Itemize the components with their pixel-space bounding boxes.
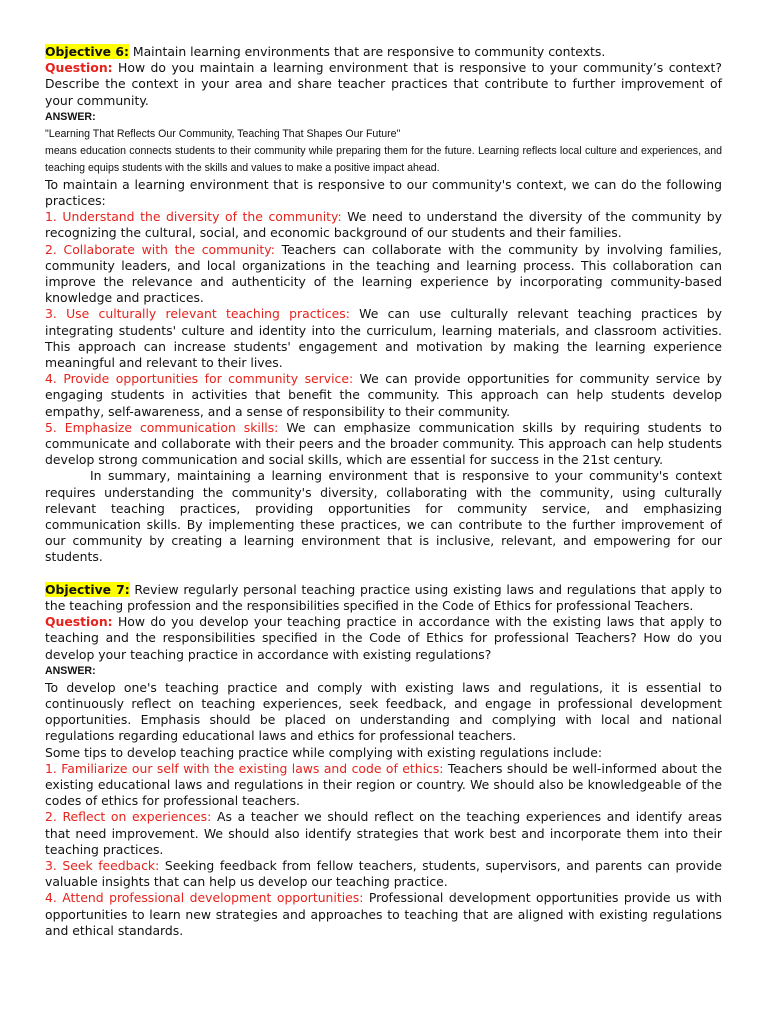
list-item [45,858,722,890]
list-item-text: We need to understand the diversity of the community by recognizing the cultural, social, and economic background of our students and their families. [45,209,722,241]
answer-label: ANSWER: [45,110,96,123]
list-item-text: As a teacher we should reflect on the teaching experiences and identify areas that need improvement. We should also identify strategies that work best and incorporate them into their teaching practices. [45,809,723,857]
section-spacer [45,566,722,582]
objective-6-intro: To maintain a learning environment that is responsive to our community's context, we can do the following practices: [45,176,722,209]
list-item-label: 4. Attend professional development opportunities: [45,890,364,906]
objective-7 [45,582,722,614]
question-label: Question: [45,60,113,76]
list-item-label: 3. Seek feedback: [45,857,160,873]
objective-6 [45,44,722,60]
list-item-text: Professional development opportunities provide us with opportunities to learn new strategies and approaches to teaching that are aligned with existing regulations and ethical standards. [45,890,722,938]
objective-7-question [45,614,722,663]
objective-7-label: Objective 7: [45,581,130,597]
question-text: How do you maintain a learning environment that is responsive to your community’s context? Describe the context in your area and share teacher practices that contribute to further improvement of your community. [45,60,722,108]
answer-quote: "Learning That Reflects Our Community, Teaching That Shapes Our Future" [45,127,401,140]
list-item [45,420,722,469]
list-item [45,306,722,371]
objective-6-text: Maintain learning environments that are responsive to community contexts. [128,44,606,59]
question-text: How do you develop your teaching practice in accordance with the existing laws that apply to teaching and the responsibilities specified in the Code of Ethics for professional Teachers? How do you develop your teaching practice in accordance with existing regulations? [45,614,722,662]
question-label: Question: [45,614,113,630]
list-item [45,809,722,858]
list-item-text: We can provide opportunities for community service by engaging students in activities that benefit the community. This approach can help students develop empathy, self-awareness, and a sense of responsibility to their community. [45,371,722,419]
list-item-text: We can emphasize communication skills by requiring students to communicate and collaborate with their peers and the broader community. This approach can help students develop strong communication and social skills, which are essential for success in the 21st century. [45,419,722,468]
objective-7-tips-intro: Some tips to develop teaching practice while complying with existing regulations include: [45,744,603,760]
list-item [45,761,722,810]
list-item-text: Teachers should be well-informed about the existing educational laws and regulations in their region or country. We should also be knowledgeable of the codes of ethics for professional teachers. [45,760,722,809]
list-item [45,371,722,420]
list-item-label: 5. Emphasize communication skills: [45,419,279,435]
objective-7-intro: To develop one's teaching practice and comply with existing laws and regulations, it is essential to continuously reflect on teaching experiences, seek feedback, and engage in professional development opportunities. Emphasis should be placed on understanding and complying with local and national regulations regarding educational laws and ethics for professional teachers. [45,679,722,744]
list-item [45,890,722,939]
objective-6-label: Objective 6: [45,44,129,59]
list-item-text: Teachers can collaborate with the community by involving families, community leaders, and local organizations in the teaching and learning process. This collaboration can improve the relevance and authenticity of the learning experience by incorporating community-based knowledge and practices. [45,241,722,306]
list-item [45,242,722,307]
list-item-label: 3. Use culturally relevant teaching practices: [45,306,350,322]
objective-7-text: Review regularly personal teaching practice using existing laws and regulations that apply to the teaching profession and the responsibilities specified in the Code of Ethics for professional Teachers. [45,581,722,613]
objective-6-question [45,60,722,109]
list-item-label: 2. Reflect on experiences: [45,809,212,825]
list-item-label: 2. Collaborate with the community: [45,241,275,257]
answer-label: ANSWER: [45,664,96,677]
objective-6-summary: In summary, maintaining a learning environment that is responsive to your community's context requires understanding the community's diversity, collaborating with the community, using culturally relevant teaching practices, providing opportunities for community service, and emphasizing communication skills. By implementing these practices, we can contribute to the further improvement of our community by creating a learning environment that is inclusive, relevant, and empowering for our students. [45,468,722,565]
list-item-label: 1. Understand the diversity of the community: [45,209,342,225]
list-item-text: We can use culturally relevant teaching practices by integrating students' culture and identity into the curriculum, learning materials, and classroom activities. This approach can increase students' engagement and motivation by making the learning experience meaningful and relevant to their lives. [45,306,723,371]
list-item-label: 4. Provide opportunities for community service: [45,371,354,387]
list-item [45,209,722,241]
list-item-label: 1. Familiarize our self with the existing laws and code of ethics: [45,760,444,776]
answer-quote-explanation: means education connects students to their community while preparing them for the future. Learning reflects local culture and experiences, and teaching equips students with the skills and values to make a positive impact ahead. [45,144,722,174]
list-item-text: Seeking feedback from fellow teachers, students, supervisors, and parents can provide valuable insights that can help us develop our teaching practice. [45,857,722,890]
